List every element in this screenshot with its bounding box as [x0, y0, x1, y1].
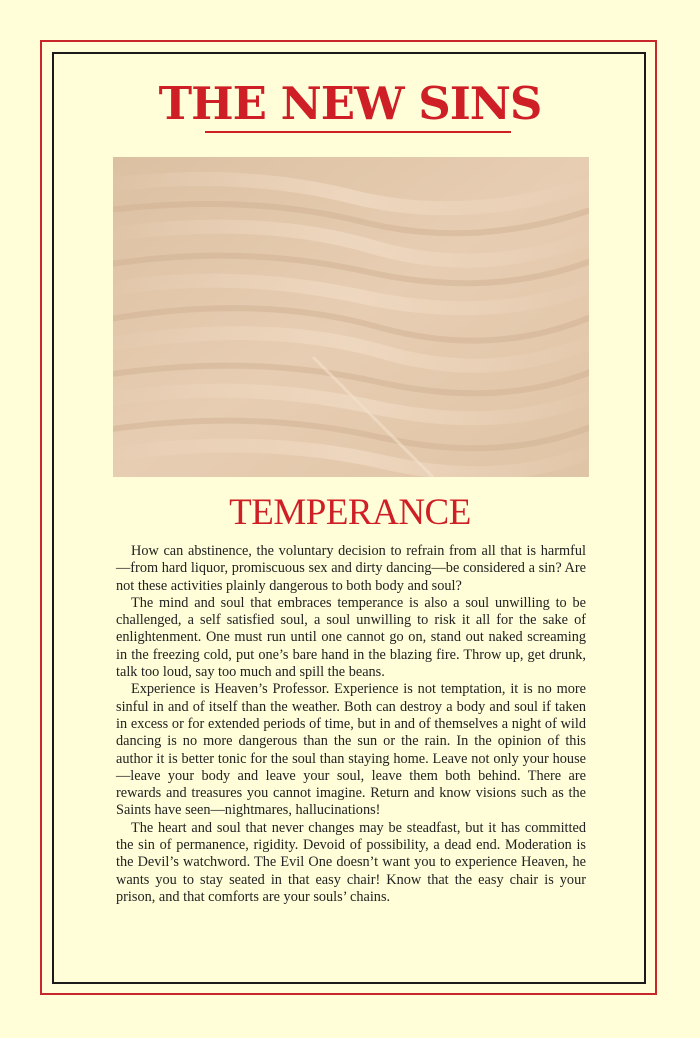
paragraph-1: How can abstinence, the voluntary decision to refrain from all that is harmful—from hard liquor, promiscuous sex and dirty dancing—be considered a sin? Are not these activities plainly dangerous to both body and soul?: [116, 543, 586, 594]
sand-photo: [113, 157, 589, 477]
title-underline: [205, 131, 511, 133]
paragraph-4: The heart and soul that never changes may be steadfast, but it has committed the sin of permanence, rigidity. Devoid of possibility, a dead end. Moderation is the Devil’s watchword. The Evil One doesn’t want you to experience Heaven, he wants you to stay seated in that easy chair! Know that the easy chair is your prison, and that comforts are your souls’ chains.: [116, 819, 586, 905]
paragraph-2: The mind and soul that embraces temperance is also a soul unwilling to be challenged, a self satisfied soul, a soul unwilling to risk it all for the sake of enlightenment. One must run until one cannot go on, stand out naked screaming in the freezing cold, put one’s bare hand in the blazing fire. Throw up, get drunk, talk too loud, say too much and spill the beans.: [116, 594, 586, 681]
section-heading: TEMPERANCE: [229, 492, 471, 533]
page-title: THE NEW SINS: [158, 77, 542, 130]
article-body: [116, 543, 586, 906]
paragraph-3: Experience is Heaven’s Professor. Experience is not temptation, it is no more sinful in and of itself than the weather. Both can destroy a body and soul if taken in excess or for extended periods of time, but in and of themselves a night of wild dancing is no more dangerous than the sun or the rain. In the opinion of this author it is better tonic for the soul than staying home. Leave not only your house—leave your body and leave your soul, leave them both behind. There are rewards and treasures you cannot imagine. Return and know visions such as the Saints have seen—nightmares, hallucinations!: [116, 681, 586, 819]
